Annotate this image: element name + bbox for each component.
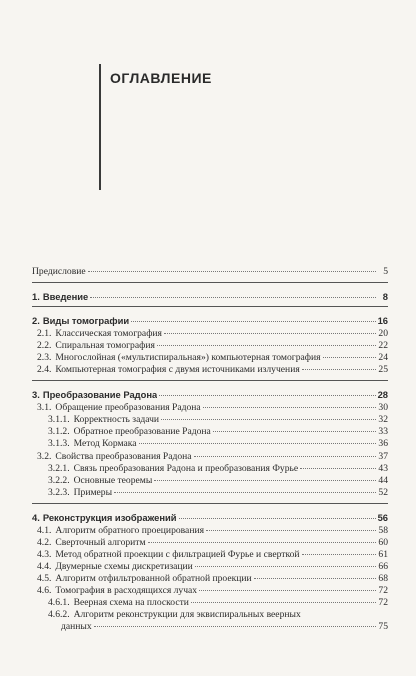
toc-number: 4. bbox=[32, 512, 40, 523]
toc-title: Метод Кормака bbox=[73, 438, 137, 449]
leader-dots bbox=[161, 419, 376, 420]
toc-number: 1. bbox=[32, 291, 40, 302]
toc-subsection-4-6-2-continued[interactable] bbox=[61, 621, 388, 632]
divider bbox=[32, 306, 388, 307]
toc-title: Классическая томография bbox=[55, 328, 162, 339]
toc-page: 72 bbox=[378, 585, 388, 596]
toc-section-4-2[interactable] bbox=[37, 537, 388, 548]
toc-chapter-2[interactable] bbox=[32, 315, 388, 326]
leader-dots bbox=[157, 345, 376, 346]
toc-title: Преобразование Радона bbox=[42, 389, 158, 400]
toc-subsection-3-1-3[interactable] bbox=[48, 438, 388, 449]
toc-subsection-3-1-2[interactable] bbox=[48, 426, 388, 437]
leader-dots bbox=[203, 407, 376, 408]
toc-chapter-1[interactable] bbox=[32, 291, 388, 302]
toc-title: Примеры bbox=[73, 487, 113, 498]
toc-page: 25 bbox=[378, 364, 388, 375]
divider bbox=[32, 282, 388, 283]
leader-dots bbox=[191, 602, 376, 603]
toc-page: 22 bbox=[378, 340, 388, 351]
toc-title: Алгоритм обратного проецирования bbox=[55, 525, 204, 536]
divider bbox=[32, 380, 388, 381]
toc-number: 4.5. bbox=[37, 573, 52, 584]
toc-chapter-3[interactable] bbox=[32, 389, 388, 400]
toc-title: Свойства преобразования Радона bbox=[55, 451, 192, 462]
toc-number: 2.2. bbox=[37, 340, 52, 351]
toc-entry-preface[interactable] bbox=[32, 266, 388, 277]
heading-bar bbox=[99, 64, 101, 190]
toc-number: 2.4. bbox=[37, 364, 52, 375]
toc-title: Метод обратной проекции с фильтрацией Фурье и сверткой bbox=[55, 549, 300, 560]
toc-page: 28 bbox=[377, 389, 388, 400]
toc-title: Предисловие bbox=[32, 266, 86, 277]
toc-section-2-4[interactable] bbox=[37, 364, 388, 375]
leader-dots bbox=[302, 554, 376, 555]
toc-number: 3. bbox=[32, 389, 40, 400]
leader-dots bbox=[88, 271, 376, 272]
toc-chapter-4[interactable] bbox=[32, 512, 388, 523]
leader-dots bbox=[213, 431, 376, 432]
toc-page: 36 bbox=[378, 438, 388, 449]
toc-section-4-4[interactable] bbox=[37, 561, 388, 572]
toc-section-3-1[interactable] bbox=[37, 402, 388, 413]
toc-number: 3.2.1. bbox=[48, 463, 70, 474]
leader-dots bbox=[199, 590, 376, 591]
toc-number: 4.6.1. bbox=[48, 597, 70, 608]
toc-page: 30 bbox=[378, 402, 388, 413]
toc-number: 3.1.1. bbox=[48, 414, 70, 425]
toc-title: Введение bbox=[42, 291, 89, 302]
leader-dots bbox=[148, 542, 376, 543]
leader-dots bbox=[94, 626, 376, 627]
toc-page: 58 bbox=[378, 525, 388, 536]
toc-page: 37 bbox=[378, 451, 388, 462]
toc-number: 3.2.3. bbox=[48, 487, 70, 498]
toc-section-4-5[interactable] bbox=[37, 573, 388, 584]
leader-dots bbox=[206, 530, 376, 531]
toc-title: Обращение преобразования Радона bbox=[55, 402, 201, 413]
toc-page: 20 bbox=[378, 328, 388, 339]
leader-dots bbox=[139, 443, 376, 444]
toc-number: 3.2.2. bbox=[48, 475, 70, 486]
leader-dots bbox=[90, 297, 376, 298]
page-title: ОГЛАВЛЕНИЕ bbox=[110, 70, 212, 86]
toc-title: Алгоритм реконструкции для эквиспиральных веерных bbox=[73, 609, 301, 620]
toc-subsection-3-2-1[interactable] bbox=[48, 463, 388, 474]
toc-title: Сверточный алгоритм bbox=[55, 537, 146, 548]
toc-page: 60 bbox=[378, 537, 388, 548]
toc-number: 2.1. bbox=[37, 328, 52, 339]
toc-title: Спиральная томография bbox=[55, 340, 155, 351]
leader-dots bbox=[254, 578, 376, 579]
toc-number: 4.1. bbox=[37, 525, 52, 536]
leader-dots bbox=[323, 357, 376, 358]
toc-section-2-1[interactable] bbox=[37, 328, 388, 339]
toc-title: Компьютерная томография с двумя источниками излучения bbox=[55, 364, 300, 375]
toc-number: 4.2. bbox=[37, 537, 52, 548]
toc-page: 66 bbox=[378, 561, 388, 572]
leader-dots bbox=[194, 456, 376, 457]
leader-dots bbox=[114, 492, 376, 493]
divider bbox=[32, 503, 388, 504]
leader-dots bbox=[164, 333, 376, 334]
toc-section-4-6[interactable] bbox=[37, 585, 388, 596]
leader-dots bbox=[131, 321, 375, 322]
toc-page: 5 bbox=[383, 266, 388, 277]
toc-page: 44 bbox=[378, 475, 388, 486]
toc-subsection-3-2-3[interactable] bbox=[48, 487, 388, 498]
toc-title: Многослойная («мультиспиральная») компьютерная томография bbox=[55, 352, 321, 363]
toc-page: 56 bbox=[377, 512, 388, 523]
leader-dots bbox=[159, 395, 375, 396]
toc-number: 3.1.3. bbox=[48, 438, 70, 449]
toc-number: 4.6.2. bbox=[48, 609, 70, 620]
leader-dots bbox=[154, 480, 376, 481]
leader-dots bbox=[195, 566, 376, 567]
toc-page: 68 bbox=[378, 573, 388, 584]
toc-title: Алгоритм отфильтрованной обратной проекции bbox=[55, 573, 252, 584]
toc-title: Корректность задачи bbox=[73, 414, 160, 425]
toc-title: Двумерные схемы дискретизации bbox=[55, 561, 193, 572]
toc-number: 4.4. bbox=[37, 561, 52, 572]
leader-dots bbox=[179, 518, 376, 519]
leader-dots bbox=[302, 369, 376, 370]
toc-number: 3.1. bbox=[37, 402, 52, 413]
toc-title: Виды томографии bbox=[42, 315, 130, 326]
toc-subsection-3-2-2[interactable] bbox=[48, 475, 388, 486]
toc-section-2-3[interactable] bbox=[37, 352, 388, 363]
toc-page: 24 bbox=[378, 352, 388, 363]
toc-page: 61 bbox=[378, 549, 388, 560]
toc-page: 32 bbox=[378, 414, 388, 425]
toc-page: 16 bbox=[377, 315, 388, 326]
toc-number: 2. bbox=[32, 315, 40, 326]
toc-number: 2.3. bbox=[37, 352, 52, 363]
toc-page: 75 bbox=[378, 621, 388, 632]
toc-subsection-4-6-1[interactable] bbox=[48, 597, 388, 608]
toc-page: 43 bbox=[378, 463, 388, 474]
toc-number: 4.3. bbox=[37, 549, 52, 560]
leader-dots bbox=[300, 468, 376, 469]
toc-number: 3.1.2. bbox=[48, 426, 70, 437]
toc-page: 8 bbox=[382, 291, 388, 302]
toc-number: 3.2. bbox=[37, 451, 52, 462]
toc-title: Веерная схема на плоскости bbox=[73, 597, 189, 608]
toc-section-4-1[interactable] bbox=[37, 525, 388, 536]
toc-page: 72 bbox=[378, 597, 388, 608]
toc-section-3-2[interactable] bbox=[37, 451, 388, 462]
toc-title: Реконструкция изображений bbox=[42, 512, 177, 523]
toc-title: Основные теоремы bbox=[73, 475, 153, 486]
toc-title: данных bbox=[61, 621, 92, 632]
toc-subsection-4-6-2[interactable] bbox=[48, 609, 388, 620]
toc-section-4-3[interactable] bbox=[37, 549, 388, 560]
toc-title: Связь преобразования Радона и преобразования Фурье bbox=[73, 463, 299, 474]
toc-subsection-3-1-1[interactable] bbox=[48, 414, 388, 425]
toc-title: Обратное преобразование Радона bbox=[73, 426, 211, 437]
toc-title: Томография в расходящихся лучах bbox=[55, 585, 198, 596]
toc-page: 52 bbox=[378, 487, 388, 498]
toc-page: 33 bbox=[378, 426, 388, 437]
toc-section-2-2[interactable] bbox=[37, 340, 388, 351]
toc-number: 4.6. bbox=[37, 585, 52, 596]
